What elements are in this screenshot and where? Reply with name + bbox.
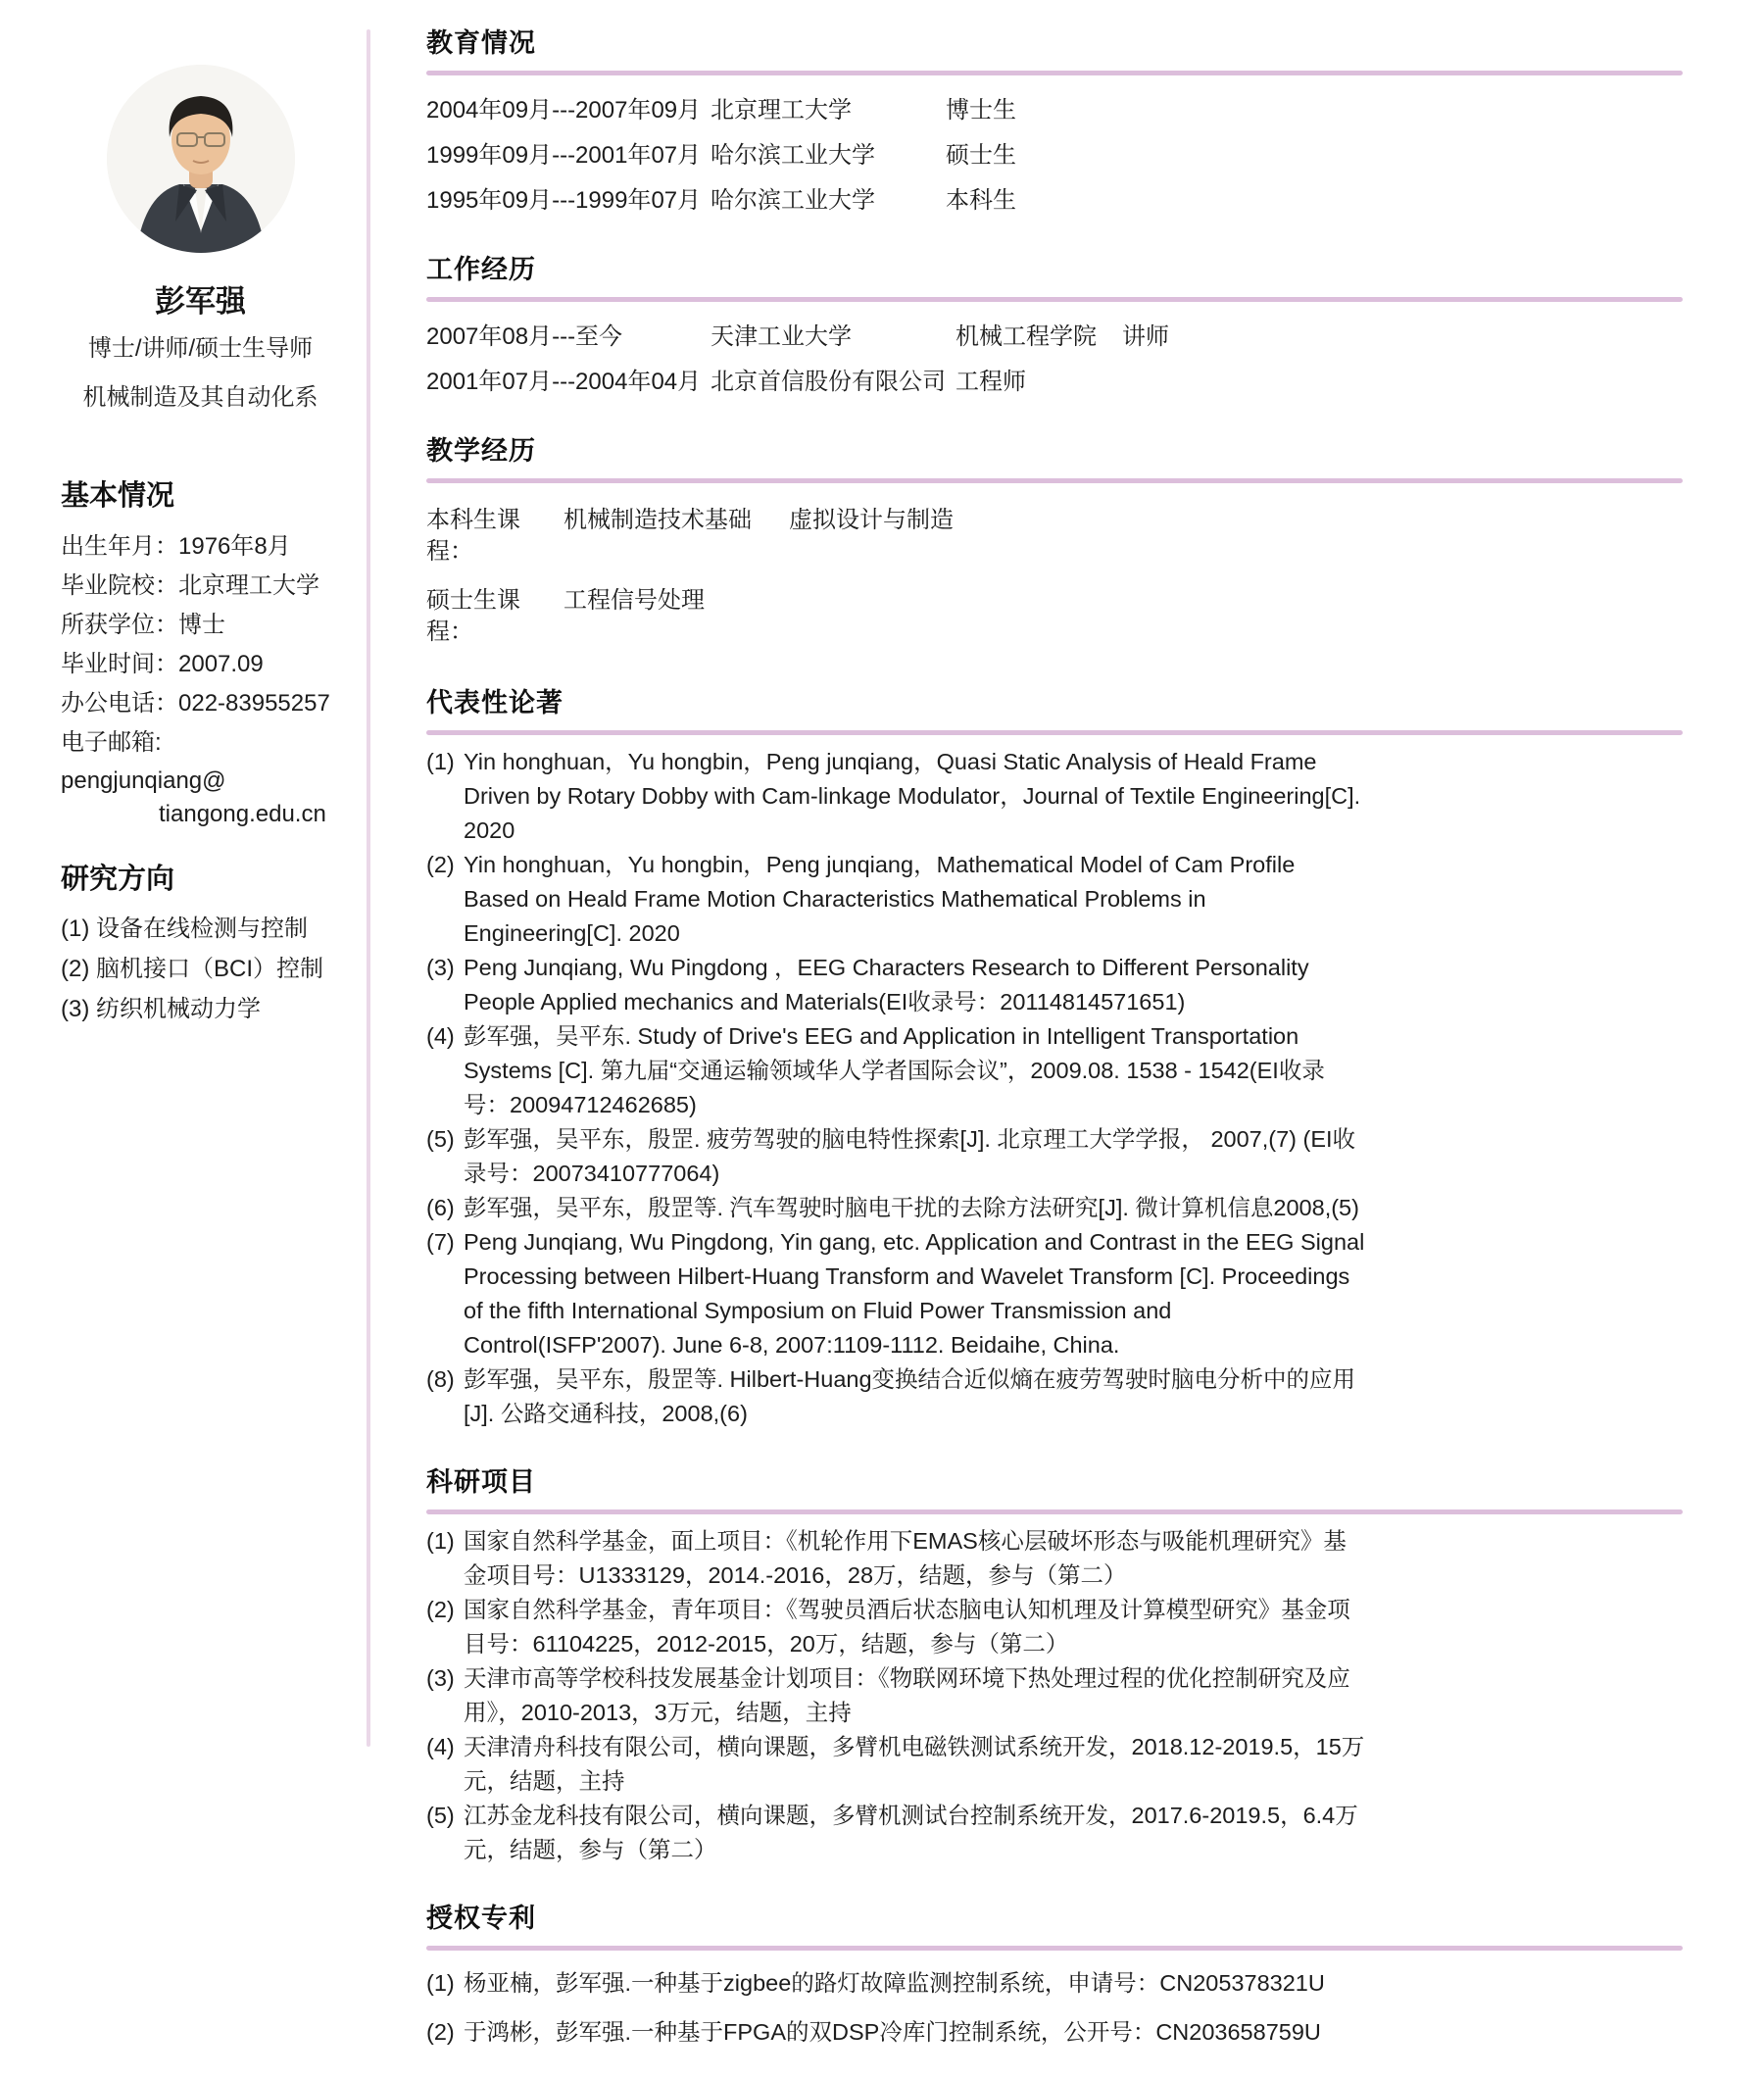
section-publications	[426, 681, 1683, 1431]
info-row-email-label: 电子邮箱:	[61, 729, 162, 756]
research-directions-list	[61, 909, 340, 1029]
patent-item	[426, 1967, 1365, 2000]
section-education	[426, 22, 1683, 219]
item-number: (1)	[426, 749, 455, 774]
section-projects	[426, 1460, 1683, 1867]
teaching-label: 硕士生课程：	[426, 587, 520, 645]
info-row-school: 毕业院校：北京理工大学	[61, 572, 319, 599]
person-title: 博士/讲师/硕士生导师	[87, 335, 314, 362]
education-school: 哈尔滨工业大学	[710, 142, 875, 169]
work-role: 讲师	[1122, 323, 1169, 350]
publication-item	[426, 1122, 1365, 1191]
patents-heading: 授权专利	[426, 1904, 536, 1933]
section-rule	[426, 1946, 1683, 1951]
patent-text: 杨亚楠，彭军强.一种基于zigbee的路灯故障监测控制系统，申请号：CN205378321U	[464, 1970, 1325, 1996]
education-row	[426, 173, 1683, 219]
project-text: 国家自然科学基金，面上项目：《机轮作用下EMAS核心层破坏形态与吸能机理研究》基金项目号：U1333129，2014.-2016，28万，结题，参与（第二）	[464, 1528, 1347, 1588]
research-direction-item: (1) 设备在线检测与控制	[61, 915, 308, 942]
publication-text: Yin honghuan，Yu hongbin，Peng junqiang，Mathematical Model of Cam Profile Based on Heald Frame Motion Characteristics Mathematical Problems in Engineering[C]. 2020	[464, 852, 1296, 946]
section-rule	[426, 71, 1683, 75]
basic-info-heading: 基本情况	[61, 480, 175, 512]
publication-text: Peng Junqiang, Wu Pingdong, Yin gang, etc. Application and Contrast in the EEG Signal Processing between Hilbert-Huang Transform and Wavelet Transform [C]. Proceedings of the fifth International Symposium on Fluid Power Transmission and Control(ISFP'2007). June 6-8, 2007:1109-1112. Beidaihe, China.	[464, 1229, 1365, 1358]
project-item	[426, 1799, 1365, 1867]
education-period: 2004年09月---2007年09月	[426, 97, 702, 124]
publication-item	[426, 1225, 1365, 1362]
section-patents	[426, 1897, 1683, 2049]
project-item	[426, 1524, 1365, 1593]
publication-item	[426, 1362, 1365, 1431]
item-number: (8)	[426, 1366, 455, 1392]
person-name: 彭军强	[155, 284, 246, 319]
section-rule	[426, 297, 1683, 302]
email-value	[61, 765, 340, 831]
education-degree: 硕士生	[946, 142, 1016, 169]
research-direction-item: (2) 脑机接口（BCI）控制	[61, 956, 324, 982]
publication-item	[426, 1019, 1365, 1122]
publication-item	[426, 1191, 1365, 1225]
teaching-courses	[564, 505, 954, 568]
work-detail: 机械工程学院	[956, 323, 1097, 350]
work-row	[426, 310, 1683, 355]
teaching-heading: 教学经历	[426, 436, 536, 466]
teaching-row	[426, 571, 1683, 652]
teaching-courses	[564, 585, 705, 648]
education-table	[426, 83, 1683, 219]
info-row-birth: 出生年月：1976年8月	[61, 533, 291, 560]
education-row	[426, 83, 1683, 128]
teaching-label: 本科生课程：	[426, 507, 520, 565]
education-school: 北京理工大学	[710, 97, 852, 124]
patents-list	[426, 1967, 1365, 2049]
education-period: 1999年09月---2001年07月	[426, 142, 702, 169]
education-school: 哈尔滨工业大学	[710, 187, 875, 214]
education-period: 1995年09月---1999年07月	[426, 187, 702, 214]
publication-item	[426, 951, 1365, 1019]
info-row-phone: 办公电话：022-83955257	[61, 690, 330, 717]
publication-text: Peng Junqiang, Wu Pingdong ，EEG Characters Research to Different Personality People Applied mechanics and Materials(EI收录号：20114814571651)	[464, 955, 1309, 1014]
work-detail: 工程师	[956, 369, 1026, 395]
item-number: (3)	[426, 1665, 455, 1691]
project-item	[426, 1730, 1365, 1799]
publication-text: 彭军强，吴平东，殷罡等. Hilbert-Huang变换结合近似熵在疲劳驾驶时脑电分析中的应用[J]. 公路交通科技，2008,(6)	[464, 1366, 1356, 1426]
item-number: (1)	[426, 1528, 455, 1554]
work-table	[426, 310, 1683, 400]
item-number: (2)	[426, 2019, 455, 2045]
course-name: 工程信号处理	[564, 587, 705, 614]
project-text: 江苏金龙科技有限公司，横向课题，多臂机测试台控制系统开发，2017.6-2019.5，6.4万元，结题，参与（第二）	[464, 1803, 1358, 1862]
publication-text: 彭军强，吴平东，殷罡. 疲劳驾驶的脑电特性探索[J]. 北京理工大学学报， 2007,(7) (EI收录号：20073410777064)	[464, 1126, 1356, 1186]
projects-list	[426, 1524, 1365, 1867]
publications-list	[426, 745, 1365, 1431]
main-content	[426, 22, 1683, 2078]
item-number: (4)	[426, 1734, 455, 1759]
work-heading: 工作经历	[426, 255, 536, 284]
item-number: (2)	[426, 1597, 455, 1622]
portrait-illustration	[107, 65, 295, 253]
patent-text: 于鸿彬，彭军强.一种基于FPGA的双DSP冷库门控制系统，公开号：CN203658759U	[464, 2019, 1321, 2045]
project-item	[426, 1593, 1365, 1661]
course-name: 虚拟设计与制造	[789, 507, 954, 533]
item-number: (7)	[426, 1229, 455, 1255]
project-text: 天津清舟科技有限公司，横向课题，多臂机电磁铁测试系统开发，2018.12-2019.5，15万元，结题，主持	[464, 1734, 1365, 1794]
person-department: 机械制造及其自动化系	[82, 384, 318, 411]
section-work	[426, 248, 1683, 400]
item-number: (5)	[426, 1126, 455, 1152]
publication-item	[426, 848, 1365, 951]
work-organization: 天津工业大学	[710, 323, 852, 350]
project-text: 天津市高等学校科技发展基金计划项目：《物联网环境下热处理过程的优化控制研究及应用》，2010-2013，3万元，结题，主持	[464, 1665, 1350, 1725]
publication-text: Yin honghuan，Yu hongbin，Peng junqiang，Quasi Static Analysis of Heald Frame Driven by Rotary Dobby with Cam-linkage Modulator，Journal of Textile Engineering[C]. 2020	[464, 749, 1361, 843]
teaching-table	[426, 491, 1683, 652]
research-direction-item: (3) 纺织机械动力学	[61, 996, 261, 1022]
item-number: (5)	[426, 1803, 455, 1828]
project-text: 国家自然科学基金，青年项目：《驾驶员酒后状态脑电认知机理及计算模型研究》基金项目号：61104225，2012-2015，20万，结题，参与（第二）	[464, 1597, 1350, 1657]
profile-photo	[107, 65, 295, 253]
teaching-row	[426, 491, 1683, 571]
section-rule	[426, 1509, 1683, 1514]
work-period: 2007年08月---至今	[426, 323, 623, 350]
publication-item	[426, 745, 1365, 848]
info-row-degree: 所获学位：博士	[61, 612, 225, 638]
item-number: (6)	[426, 1195, 455, 1220]
section-teaching	[426, 429, 1683, 652]
item-number: (3)	[426, 955, 455, 980]
publication-text: 彭军强，吴平东，殷罡等. 汽车驾驶时脑电干扰的去除方法研究[J]. 微计算机信息2008,(5)	[464, 1195, 1359, 1220]
email-line2: tiangong.edu.cn	[159, 801, 326, 827]
profile-sidebar	[61, 65, 340, 1029]
research-directions-heading: 研究方向	[61, 864, 175, 895]
work-organization: 北京首信股份有限公司	[710, 369, 946, 395]
education-heading: 教育情况	[426, 28, 536, 58]
section-rule	[426, 730, 1683, 735]
info-row-grad-time: 毕业时间：2007.09	[61, 651, 264, 677]
work-period: 2001年07月---2004年04月	[426, 369, 702, 395]
patent-item	[426, 2016, 1365, 2049]
email-line1: pengjunqiang@	[61, 767, 226, 794]
section-rule	[426, 478, 1683, 483]
work-role	[1122, 367, 1683, 398]
project-item	[426, 1661, 1365, 1730]
projects-heading: 科研项目	[426, 1467, 536, 1497]
publication-text: 彭军强，吴平东. Study of Drive's EEG and Application in Intelligent Transportation Systems [C]. 第九届“交通运输领域华人学者国际会议”，2009.08. 1538 - 1542(EI收录号：20094712462685)	[464, 1023, 1325, 1117]
item-number: (4)	[426, 1023, 455, 1049]
item-number: (2)	[426, 852, 455, 877]
course-name: 机械制造技术基础	[564, 507, 752, 533]
education-degree: 本科生	[946, 187, 1016, 214]
education-degree: 博士生	[946, 97, 1016, 124]
vertical-divider	[367, 29, 370, 1747]
work-row	[426, 355, 1683, 400]
item-number: (1)	[426, 1970, 455, 1996]
publications-heading: 代表性论著	[426, 688, 564, 717]
education-row	[426, 128, 1683, 173]
basic-info-list	[61, 527, 340, 831]
